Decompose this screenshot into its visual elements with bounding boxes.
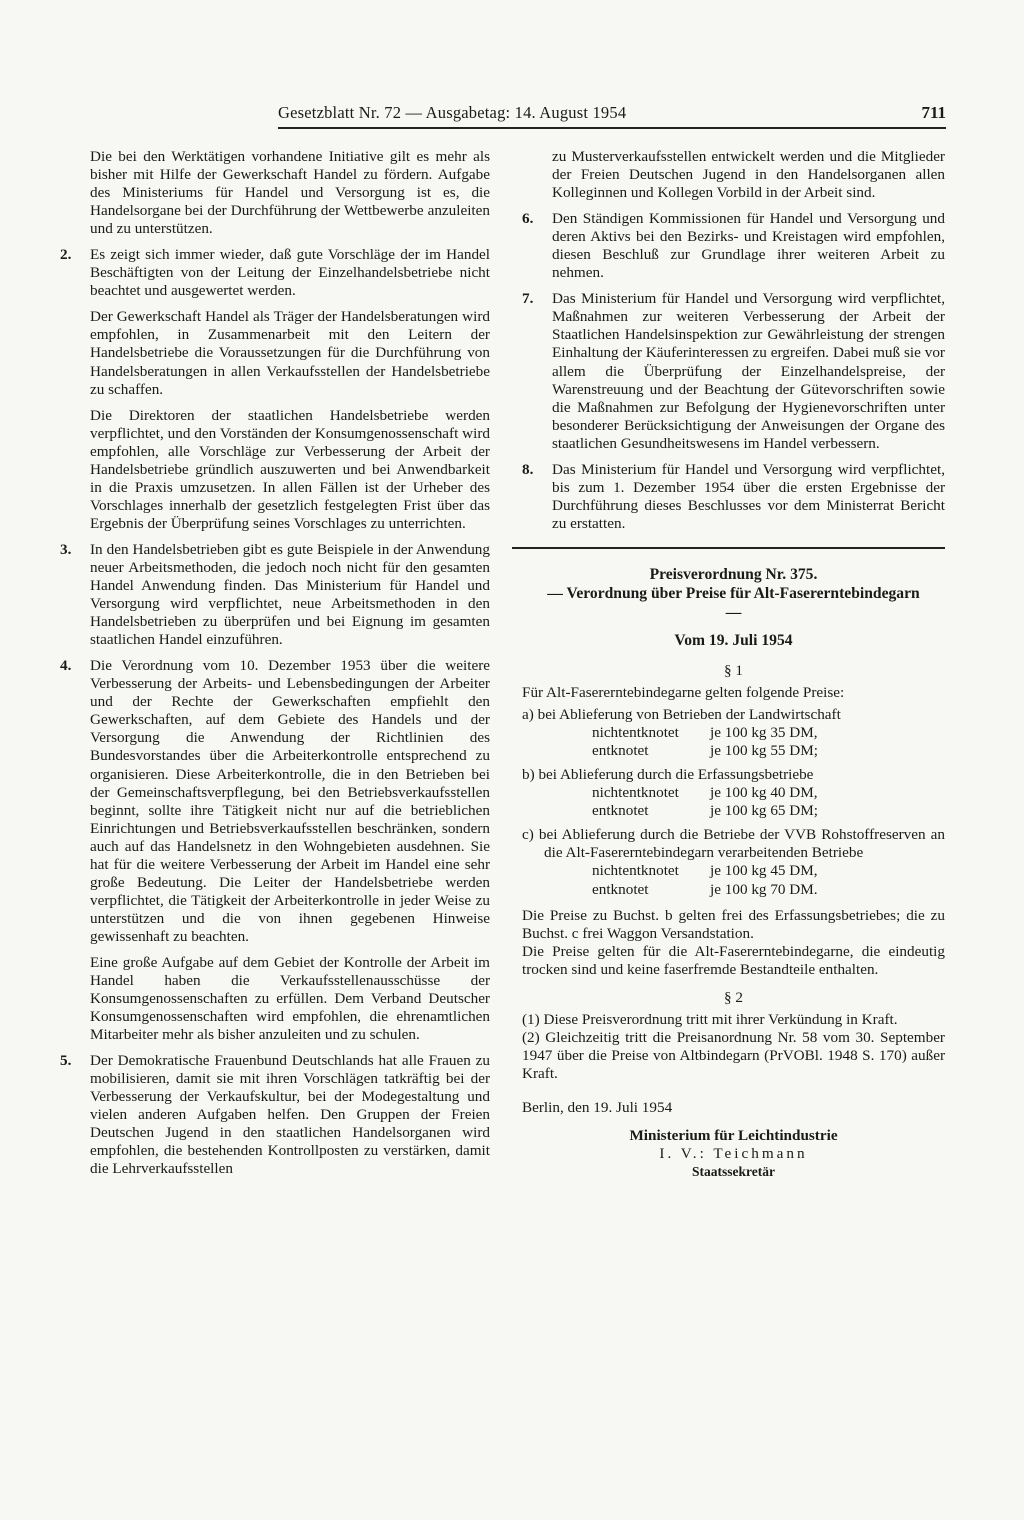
item-number: 4. [60, 657, 72, 675]
item-number: 3. [60, 540, 72, 558]
intro-paragraph: Die bei den Werktätigen vorhandene Initiative gilt es mehr als bisher mit Hilfe der Gewerkschaft Handel zu fördern. Aufgabe des Ministeriums für Handel und Versorgung ist es, die Handelsorgane bei der Durchführung der Wettbewerbe anzuleiten und zu unterstützen. [90, 148, 490, 238]
ministry-name: Ministerium für Leichtindustrie [629, 1127, 838, 1145]
item-6-paragraph: Den Ständigen Kommissionen für Handel und Versorgung und deren Aktivs bei den Bezirks- und Kreistagen wird empfohlen, diesen Beschluß zur Grundlage ihrer weiteren Arbeit zu nehmen. [552, 210, 945, 282]
price-row-label: entknotet [592, 742, 649, 760]
list-item-2 [60, 246, 490, 533]
price-row-value: je 100 kg 55 DM; [710, 742, 818, 760]
item-7-paragraph: Das Ministerium für Handel und Versorgung wird verpflichtet, Maßnahmen zur weiteren Verbesserung der Arbeit der Staatlichen Handelsinspektion zur Gewährleistung der strengen Einhaltung der Käuferinteressen zu ergreifen. Dabei muß sie vor allem die Überprüfung der Einzelhandelspreise, der Warenstreuung und der Beachtung der Gütevorschriften sowie die Maßnahmen zur Befolgung der Hygienevorschriften unter besonderer Berücksichtigung der Anweisungen der Organe des staatlichen Gesundheitswesens im Handel verbessern. [552, 290, 945, 452]
header-title: Gesetzblatt Nr. 72 — Ausgabetag: 14. August 1954 [278, 103, 627, 122]
section-1-mark: § 1 [724, 661, 743, 679]
price-row-label: nichtentknotet [592, 784, 679, 802]
price-item-c [522, 826, 945, 898]
section-1-paragraph-2: Die Preise zu Buchst. b gelten frei des Erfassungsbetriebes; die zu Buchst. c frei Waggon Versandstation. [522, 906, 945, 942]
continued-paragraph: zu Musterverkaufsstellen entwickelt werden und die Mitglieder der Freien Deutschen Jugend in den Handelsorganen allen Kolleginnen und Kollegen Vorbild in der Arbeit sind. [552, 148, 945, 202]
price-row-value: je 100 kg 65 DM; [710, 802, 818, 820]
ordinance-date: Vom 19. Juli 1954 [674, 631, 793, 649]
left-column [60, 148, 490, 1187]
section-2-paragraph-1: (1) Diese Preisverordnung tritt mit ihrer Verkündung in Kraft. [522, 1010, 898, 1028]
price-row-value: je 100 kg 40 DM, [710, 784, 818, 802]
page-number: 711 [921, 103, 946, 122]
price-row-label: entknotet [592, 880, 649, 898]
price-row-label: nichtentknotet [592, 724, 679, 742]
section-2-paragraph-2: (2) Gleichzeitig tritt die Preisanordnung Nr. 58 vom 30. September 1947 über die Preise von Altbindegarn (PrVOBl. 1948 S. 170) außer Kraft. [522, 1028, 945, 1082]
right-column [522, 148, 945, 1181]
price-row-value: je 100 kg 70 DM. [710, 880, 818, 898]
price-row [592, 724, 945, 742]
price-row-value: je 100 kg 35 DM, [710, 724, 818, 742]
price-row [592, 784, 945, 802]
item-2-paragraph-3: Die Direktoren der staatlichen Handelsbetriebe werden verpflichtet, und den Vorständen der Konsumgenossenschaft wird empfohlen, alle Vorschläge zur Verbesserung der Arbeit der Handelsbetriebe gründlich auszuwerten und bei Anwendbarkeit in die Praxis umzusetzen. In allen Fällen ist der Urheber des Vorschlages innerhalb der gesetzlich festgelegten Frist über das Ergebnis der Überprüfung seines Vorschlages zu unterrichten. [90, 406, 490, 532]
price-item-b [522, 766, 945, 820]
ordinance-title: Preisverordnung Nr. 375. [649, 565, 818, 583]
price-row-value: je 100 kg 45 DM, [710, 862, 818, 880]
section-1-paragraph-3: Die Preise gelten für die Alt-Fasererntebindegarne, die eindeutig trocken sind und keine faserfremde Bestandteile enthalten. [522, 942, 945, 978]
item-number: 7. [522, 290, 534, 308]
item-8-paragraph: Das Ministerium für Handel und Versorgung wird verpflichtet, bis zum 1. Dezember 1954 über die ersten Ergebnisse der Durchführung dieses Beschlusses vor dem Ministerrat Bericht zu erstatten. [552, 460, 945, 532]
item-3-paragraph: In den Handelsbetrieben gibt es gute Beispiele in der Anwendung neuer Arbeitsmethoden, die jedoch noch nicht für den gesamten Handel Anwendung finden. Das Ministerium für Handel und Versorgung wird verpflichtet, neue Arbeitsmethoden in den Handelsbetrieben zu überprüfen und bei Eignung im gesamten staatlichen Handel einzuführen. [90, 540, 490, 649]
list-item-6 [522, 210, 945, 282]
item-number: 6. [522, 210, 534, 228]
item-2-paragraph-1: Es zeigt sich immer wieder, daß gute Vorschläge der im Handel Beschäftigten von der Leitung der Einzelhandelsbetriebe nicht beachtet und ausgewertet werden. [90, 246, 490, 300]
ordinance-subtitle: — Verordnung über Preise für Alt-Fasererntebindegarn — [547, 584, 920, 621]
section-divider [512, 547, 945, 549]
item-4-paragraph-1: Die Verordnung vom 10. Dezember 1953 über die weitere Verbesserung der Arbeits- und Lebensbedingungen der Arbeiter und der Rechte der Gewerkschaften empfiehlt den Gewerkschaften, auf dem Gebiete des Handels und der Versorgung die Anwendung der Richtlinien des Bundesvorstandes über die Arbeiterkontrolle entsprechend zu organisieren. Diese Arbeiterkontrolle, die in den Betrieben bei der Gemeinschaftsverpflegung, bei den Betriebsverkaufsstellen beginnt, sollte ihre Tätigkeit nicht nur auf die betrieblichen Einrichtungen und Betriebsverkaufsstellen beschränken, sondern auch auf das Handelsnetz in den Wohngebieten ausdehnen. Sie hat für die weitere Verbesserung der Arbeit im Handel eine sehr große Bedeutung. Die Leiter der Handelsbetriebe werden verpflichtet, die Tätigkeit der Arbeiterkontrolle in jeder Weise zu unterstützen und die von ihnen gegebenen Hinweise gewissenhaft zu beachten. [90, 657, 490, 945]
price-item-b-label: b) bei Ablieferung durch die Erfassungsbetriebe [522, 766, 814, 784]
price-item-a-label: a) bei Ablieferung von Betrieben der Landwirtschaft [522, 706, 841, 724]
list-item-5 [60, 1052, 490, 1178]
item-number: 8. [522, 460, 534, 478]
item-4-paragraph-2: Eine große Aufgabe auf dem Gebiet der Kontrolle der Arbeit im Handel haben die Verkaufsstellenausschüsse der Konsumgenossenschaften zu erfüllen. Dem Verband Deutscher Konsumgenossenschaften wird empfohlen, die ehrenamtlichen Mitarbeiter mehr als bisher anzuleiten und zu schulen. [90, 953, 490, 1044]
signer-name: I. V.: Teichmann [659, 1145, 808, 1163]
section-2-mark: § 2 [724, 988, 743, 1006]
place-date: Berlin, den 19. Juli 1954 [522, 1098, 673, 1116]
list-item-7 [522, 290, 945, 452]
list-item-8 [522, 461, 945, 533]
price-row-label: entknotet [592, 802, 649, 820]
item-5-paragraph: Der Demokratische Frauenbund Deutschlands hat alle Frauen zu mobilisieren, damit sie mit ihren Vorschlägen tatkräftig bei der Verbesserung der Verkaufskultur, bei der Modegestaltung und vielen anderen Aufgaben helfen. Den Gruppen der Freien Deutschen Jugend in den staatlichen Handelsorganen wird empfohlen, die bestehenden Kontrollposten zu verstärken, damit die Lehrverkaufsstellen [90, 1052, 490, 1178]
list-item-4 [60, 657, 490, 1044]
item-number: 5. [60, 1052, 72, 1070]
price-row [592, 862, 945, 880]
price-row [592, 802, 945, 820]
price-row-label: nichtentknotet [592, 862, 679, 880]
signer-role: Staatssekretär [692, 1164, 775, 1180]
price-item-a [522, 706, 945, 760]
item-number: 2. [60, 246, 72, 264]
price-row [592, 881, 945, 899]
page-header [278, 103, 946, 129]
list-item-3 [60, 541, 490, 649]
price-row [592, 742, 945, 760]
section-1-intro: Für Alt-Fasererntebindegarne gelten folgende Preise: [522, 684, 845, 702]
item-2-paragraph-2: Der Gewerkschaft Handel als Träger der Handelsberatungen wird empfohlen, in Zusammenarbeit mit den Leitern der Handelsbetriebe die Voraussetzungen für die Durchführung von Handelsberatungen in allen Verkaufsstellen der Handelsbetriebe zu schaffen. [90, 308, 490, 398]
price-item-c-label: c) bei Ablieferung durch die Betriebe der VVB Rohstoffreserven an die Alt-Fasererntebindegarn verarbeitenden Betriebe [522, 826, 945, 862]
